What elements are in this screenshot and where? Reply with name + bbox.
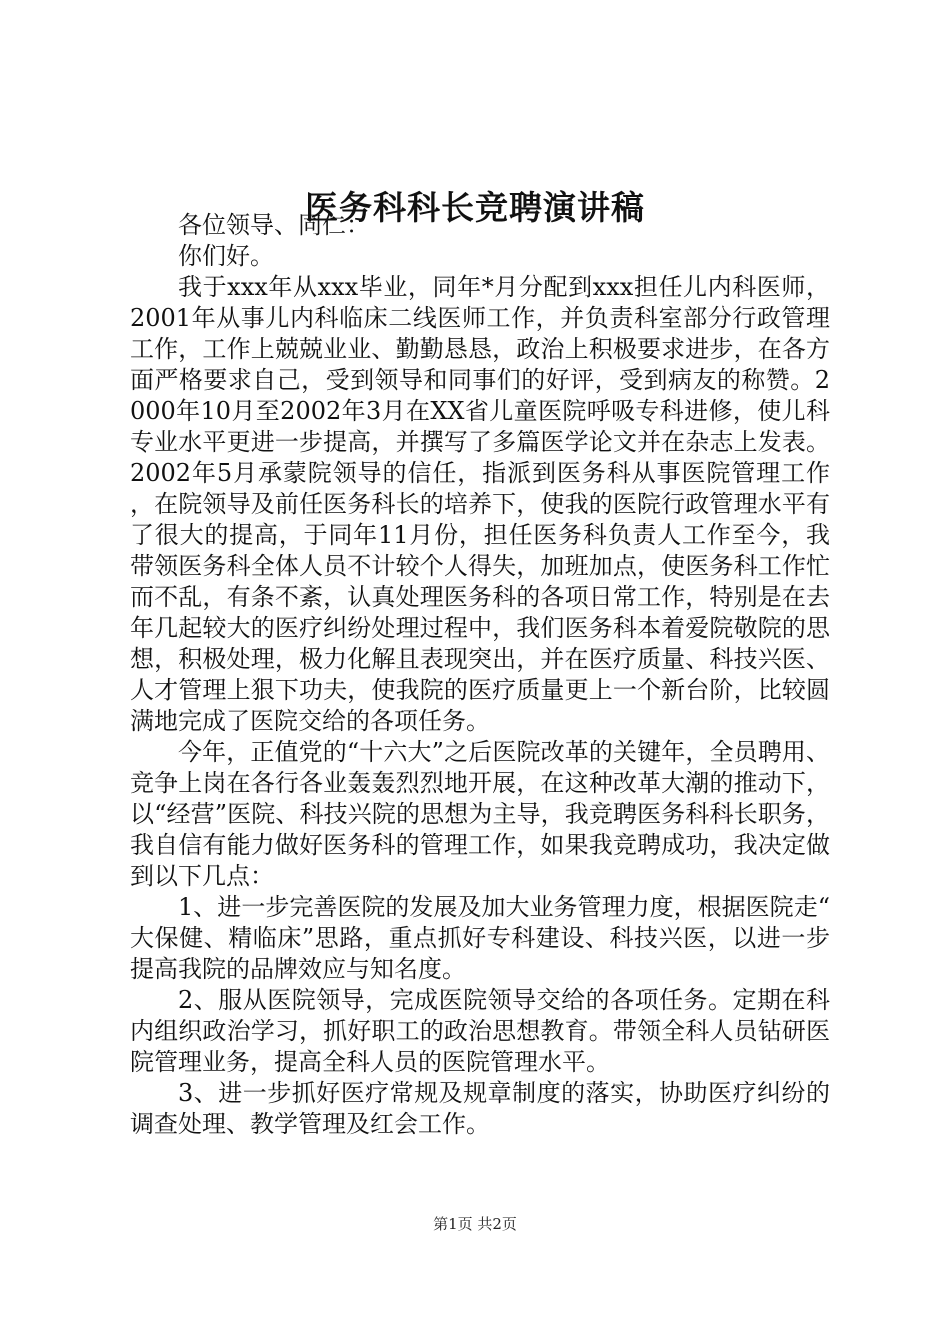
paragraph-point-1: 1、进一步完善医院的发展及加大业务管理力度，根据医院走“大保健、精临床”思路，重点抓好专科建设、科技兴医，以进一步提高我院的品牌效应与知名度。 <box>130 893 830 983</box>
paragraph-hello: 你们好。 <box>178 242 274 270</box>
paragraph-point-2: 2、服从医院领导，完成医院领导交给的各项任务。定期在科内组织政治学习，抓好职工的政治思想教育。带领全科人员钻研医院管理业务，提高全科人员的医院管理水平。 <box>130 986 830 1076</box>
paragraph-motivation: 今年，正值党的“十六大”之后医院改革的关键年，全员聘用、竞争上岗在各行各业轰轰烈烈地开展，在这种改革大潮的推动下，以“经营”医院、科技兴院的思想为主导，我竞聘医务科科长职务，我自信有能力做好医务科的管理工作，如果我竞聘成功，我决定做到以下几点： <box>130 738 830 890</box>
paragraph-point-3: 3、进一步抓好医疗常规及规章制度的落实，协助医疗纠纷的调查处理、教学管理及红会工作。 <box>130 1079 830 1138</box>
document-body <box>130 210 830 1140</box>
paragraph-greeting: 各位领导、同仁： <box>178 211 370 239</box>
paragraph-background: 我于xxx年从xxx毕业，同年*月分配到xxx担任儿内科医师，2001年从事儿内科临床二线医师工作，并负责科室部分行政管理工作，工作上兢兢业业、勤勤恳恳，政治上积极要求进步，在各方面严格要求自己，受到领导和同事们的好评，受到病友的称赞。2000年10月至2002年3月在XX省儿童医院呼吸专科进修，使儿科专业水平更进一步提高，并撰写了多篇医学论文并在杂志上发表。2002年5月承蒙院领导的信任，指派到医务科从事医院管理工作，在院领导及前任医务科长的培养下，使我的医院行政管理水平有了很大的提高，于同年11月份，担任医务科负责人工作至今，我带领医务科全体人员不计较个人得失，加班加点，使医务科工作忙而不乱，有条不紊，认真处理医务科的各项日常工作，特别是在去年几起较大的医疗纠纷处理过程中，我们医务科本着爱院敬院的思想，积极处理，极力化解且表现突出，并在医疗质量、科技兴医、人才管理上狠下功夫，使我院的医疗质量更上一个新台阶，比较圆满地完成了医院交给的各项任务。 <box>130 273 830 735</box>
page-footer: 第1页 共2页 <box>433 1215 517 1233</box>
document-title: 医务科科长竞聘演讲稿 <box>305 188 645 227</box>
